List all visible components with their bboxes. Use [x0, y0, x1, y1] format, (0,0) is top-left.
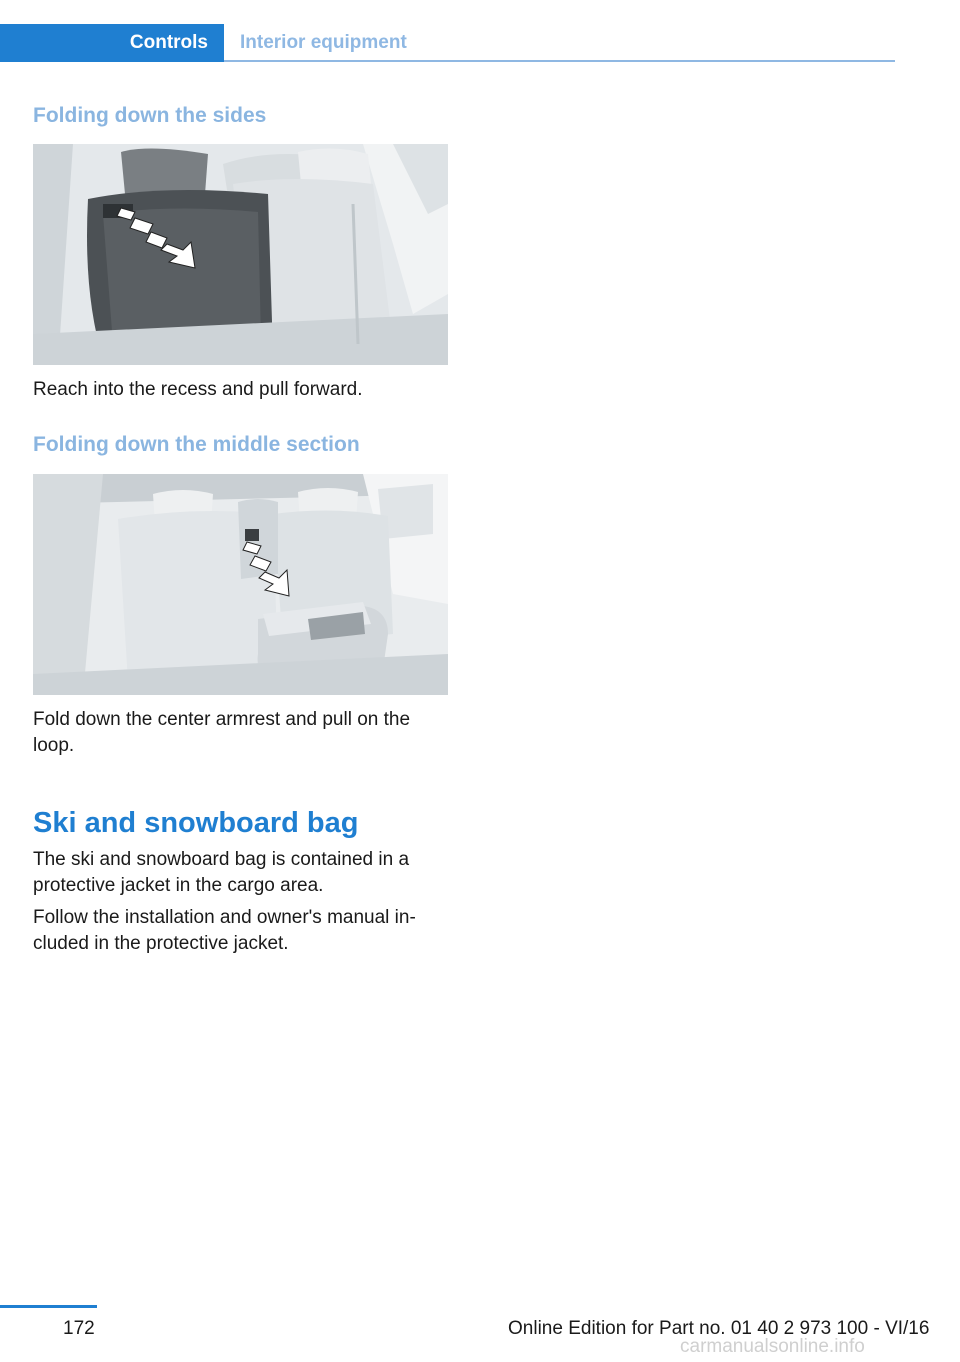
header-divider — [224, 60, 895, 62]
heading-ski-snowboard-bag: Ski and snowboard bag — [33, 807, 359, 839]
chapter-tab-controls[interactable]: Controls — [0, 24, 224, 62]
paragraph-ski-bag-manual: Follow the installation and owner's manual included in the protective jacket. — [33, 907, 416, 954]
caption-folding-sides: Reach into the recess and pull forward. — [33, 379, 363, 400]
edition-info: Online Edition for Part no. 01 40 2 973 100 - VI/16 — [508, 1318, 930, 1339]
page-number: 172 — [63, 1318, 95, 1339]
page-content — [33, 100, 448, 957]
rear-seat-middle-illustration — [33, 474, 448, 695]
rear-seat-side-illustration — [33, 144, 448, 365]
caption-folding-middle: Fold down the center armrest and pull on the loop. — [33, 709, 411, 756]
paragraph-ski-bag-location: The ski and snowboard bag is contained in a protective jacket in the cargo area. — [33, 849, 410, 896]
heading-folding-middle: Folding down the middle section — [33, 433, 360, 456]
figure-folding-middle — [33, 474, 448, 695]
footer-divider — [0, 1305, 97, 1308]
chapter-tab-interior-equipment[interactable]: Interior equipment — [240, 32, 407, 53]
heading-folding-sides: Folding down the sides — [33, 104, 267, 127]
figure-folding-sides — [33, 144, 448, 365]
page-header — [0, 24, 895, 62]
watermark: carmanualsonline.info — [680, 1336, 865, 1357]
